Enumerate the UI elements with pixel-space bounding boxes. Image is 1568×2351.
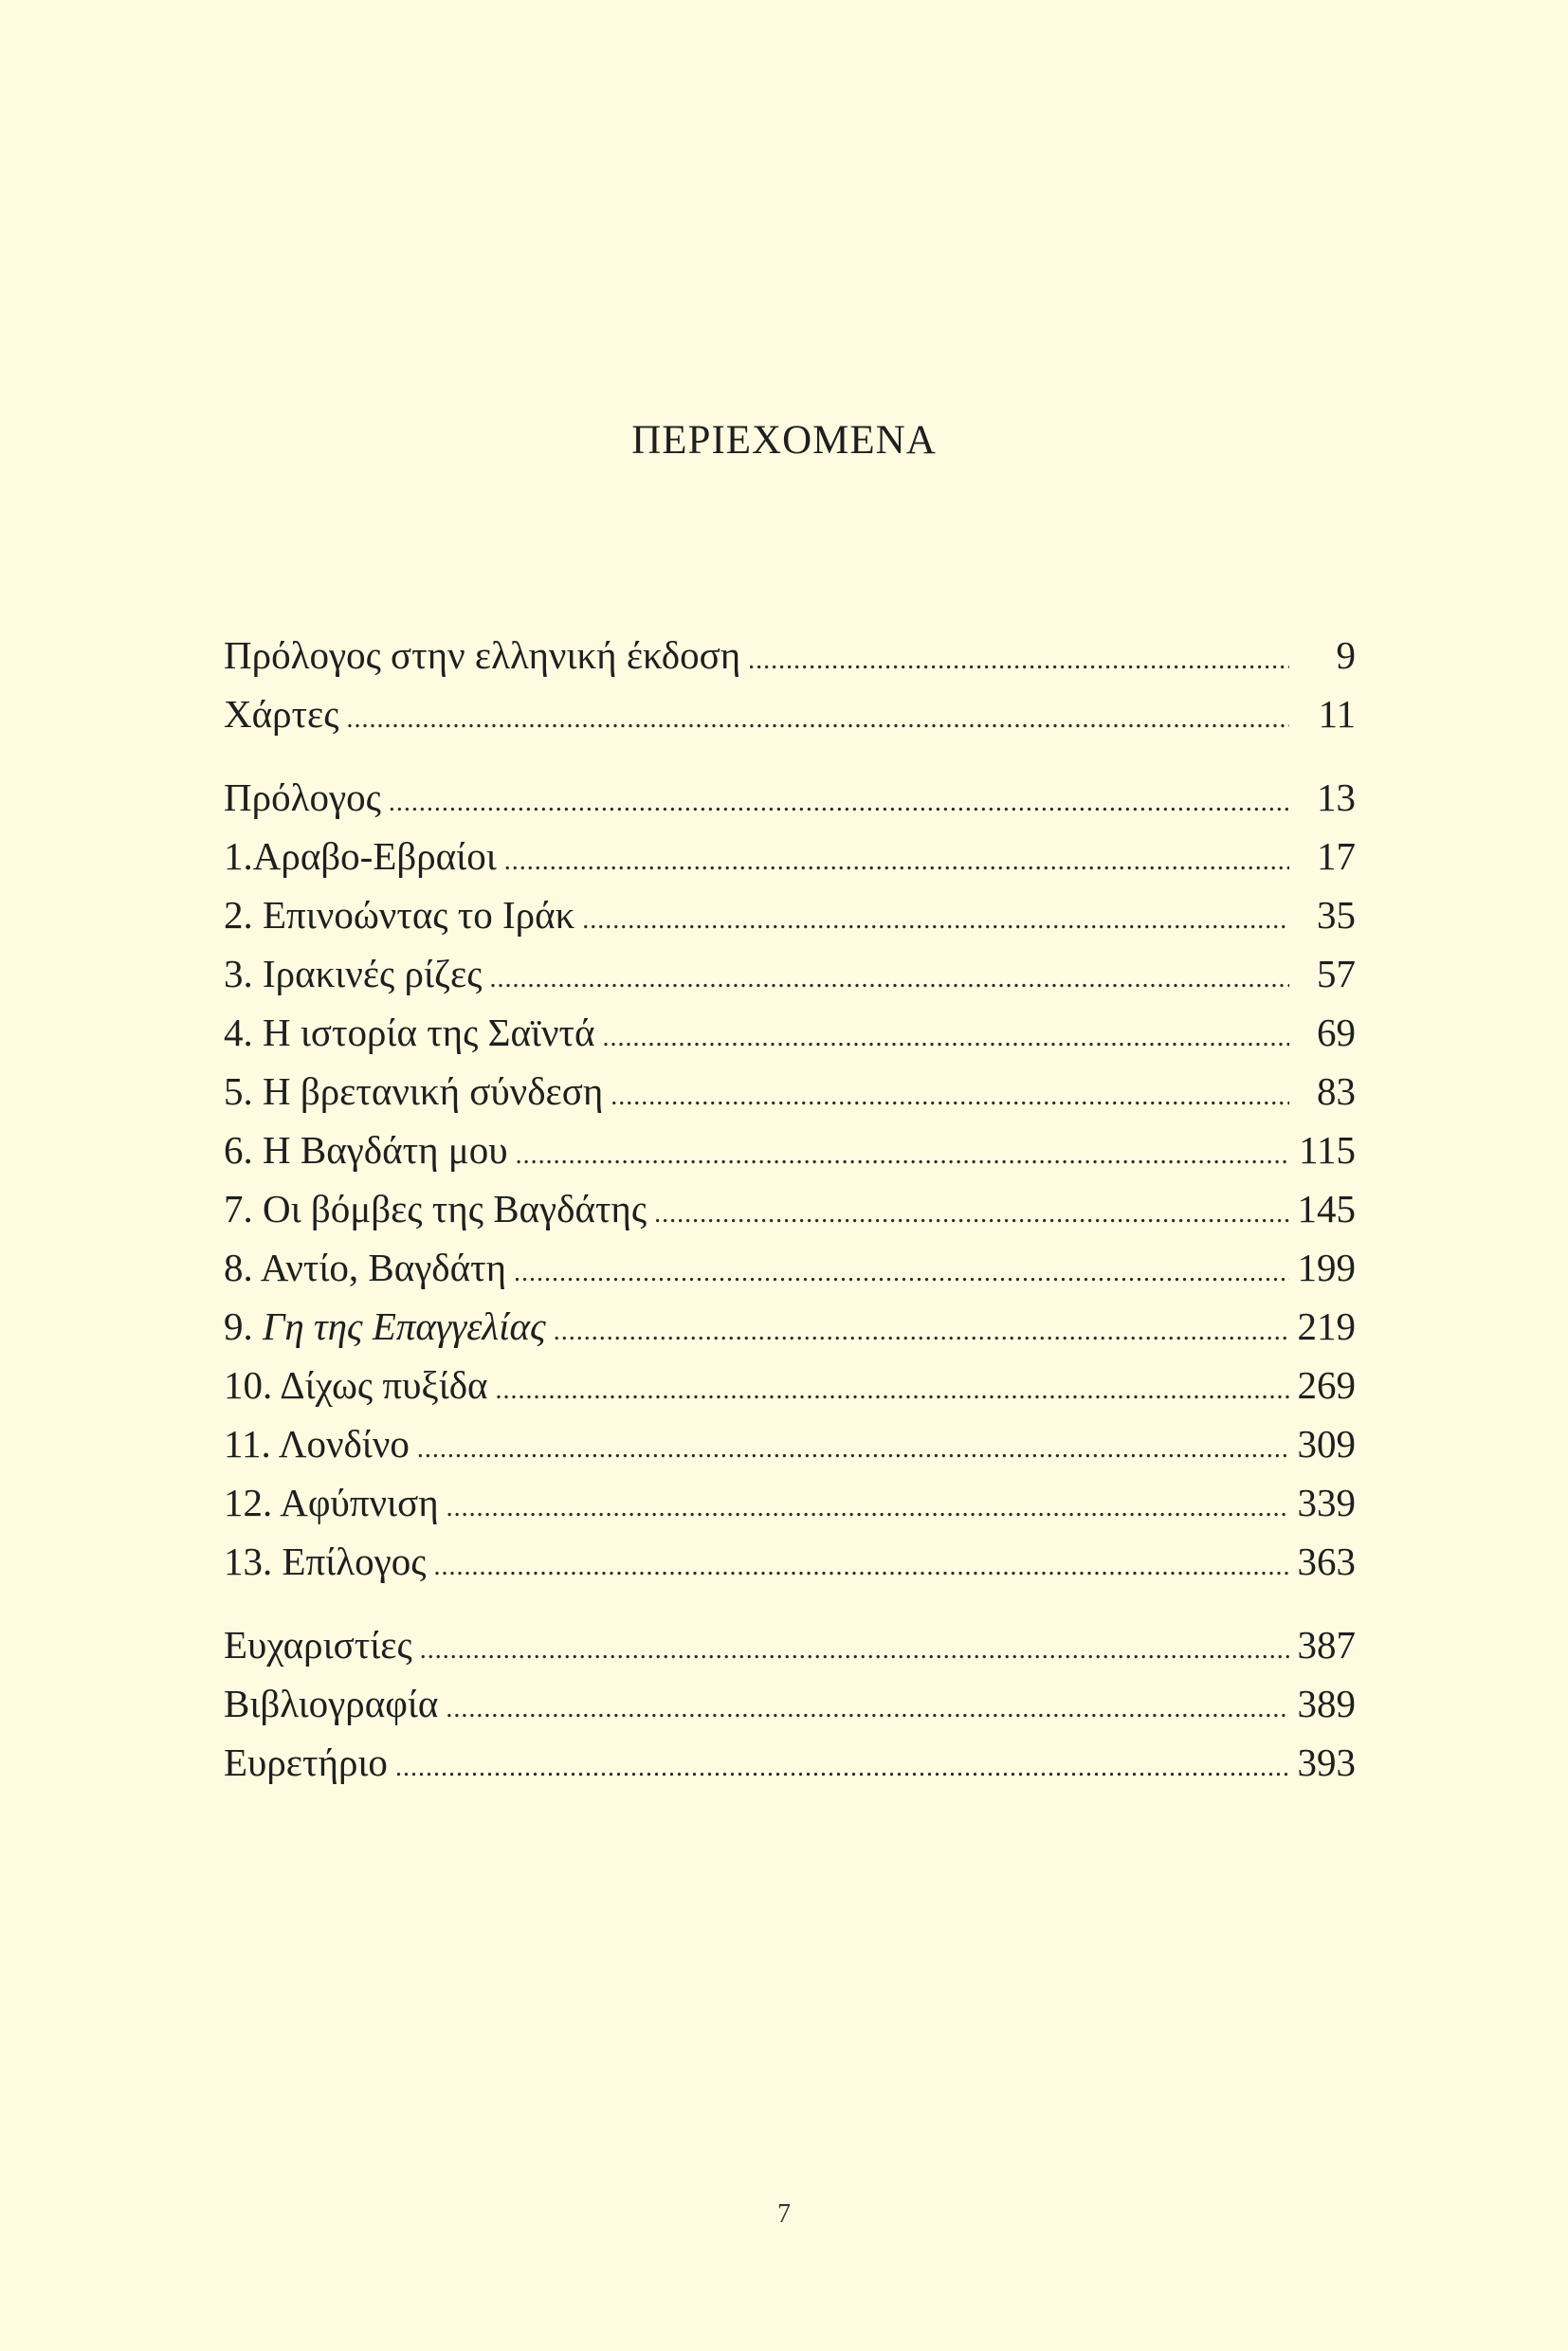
- toc-entry-page: 13: [1317, 775, 1356, 819]
- toc-entry-number: 11.: [224, 1422, 279, 1466]
- toc-entry-title: Ευχαριστίες: [224, 1623, 412, 1667]
- toc-entry-label: [224, 1003, 594, 1062]
- toc-leader-dots: [496, 1361, 1289, 1420]
- toc-leader-dots: [489, 950, 1289, 1009]
- toc-entry-label: [224, 626, 740, 684]
- toc-entry-label: [224, 1473, 439, 1532]
- toc-entry-label: [224, 1179, 647, 1238]
- toc-entry: [224, 1121, 1356, 1179]
- toc-group: [224, 626, 1356, 743]
- toc-entry: [224, 1473, 1356, 1532]
- toc-group: [224, 768, 1356, 1591]
- toc-entry-number: 2.: [224, 893, 263, 937]
- toc-leader-dots: [554, 1303, 1289, 1361]
- toc-entry-number: 13.: [224, 1540, 283, 1583]
- toc-leader-dots: [514, 1244, 1289, 1303]
- toc-leader-dots: [516, 1126, 1289, 1185]
- toc-entry-number: 12.: [224, 1481, 281, 1524]
- toc-entry-label: [224, 1238, 506, 1297]
- toc-entry: [224, 885, 1356, 944]
- toc-entry: [224, 1674, 1356, 1733]
- toc-entry-number: 10.: [224, 1363, 281, 1407]
- toc-leader-dots: [434, 1538, 1289, 1596]
- toc-entry-page: 219: [1297, 1304, 1356, 1348]
- toc-entry: [224, 626, 1356, 684]
- toc-entry-label: [224, 1615, 412, 1674]
- toc-entry-title: Αφύπνιση: [280, 1481, 439, 1524]
- toc-entry: [224, 1532, 1356, 1591]
- toc-leader-dots: [389, 774, 1289, 832]
- toc-entry-page: 83: [1317, 1069, 1356, 1113]
- toc-entry-page: 35: [1317, 893, 1356, 937]
- toc-entry-page: 11: [1318, 692, 1356, 736]
- toc-entry-title: Δίχως πυξίδα: [280, 1363, 488, 1407]
- toc-entry-page: 145: [1297, 1187, 1356, 1230]
- table-of-contents: [224, 626, 1356, 1816]
- toc-leader-dots: [602, 1009, 1289, 1067]
- toc-entry-label: [224, 885, 574, 944]
- toc-entry-title: Η ιστορία της Σαϊντά: [263, 1011, 595, 1054]
- toc-leader-dots: [446, 1680, 1289, 1739]
- toc-leader-dots: [417, 1420, 1289, 1479]
- toc-entry-page: 57: [1317, 952, 1356, 995]
- toc-entry-title: Χάρτες: [224, 692, 339, 736]
- toc-entry-number: 1.: [224, 834, 253, 878]
- toc-entry-title: Επίλογος: [282, 1540, 427, 1583]
- toc-entry: [224, 1179, 1356, 1238]
- toc-entry-title: Γη της Επαγγελίας: [263, 1304, 546, 1348]
- toc-leader-dots: [748, 631, 1289, 690]
- toc-entry: [224, 684, 1356, 743]
- page-title: ΠΕΡΙΕΧΟΜΕΝΑ: [631, 418, 937, 463]
- toc-entry-number: 5.: [224, 1069, 263, 1113]
- toc-leader-dots: [395, 1739, 1289, 1797]
- toc-leader-dots: [611, 1067, 1289, 1126]
- toc-entry-label: [224, 1414, 410, 1473]
- toc-entry-label: [224, 1733, 388, 1792]
- toc-entry-page: 339: [1297, 1481, 1356, 1524]
- toc-leader-dots: [582, 891, 1289, 950]
- toc-entry-number: 8.: [224, 1246, 261, 1289]
- toc-entry: [224, 1414, 1356, 1473]
- toc-entry-page: 269: [1297, 1363, 1356, 1407]
- toc-entry-title: Αραβο-Εβραίοι: [252, 834, 497, 878]
- toc-entry-number: 7.: [224, 1187, 263, 1230]
- toc-entry-number: 4.: [224, 1011, 263, 1054]
- toc-entry: [224, 768, 1356, 827]
- toc-leader-dots: [447, 1479, 1289, 1538]
- toc-entry-title: Επινοώντας το Ιράκ: [263, 893, 575, 937]
- toc-entry-title: Η βρετανική σύνδεση: [263, 1069, 604, 1113]
- toc-entry-label: [224, 768, 381, 827]
- toc-entry-title: Ευρετήριο: [224, 1740, 388, 1784]
- toc-entry-title: Λονδίνο: [278, 1422, 410, 1466]
- toc-entry-page: 115: [1299, 1128, 1356, 1172]
- toc-leader-dots: [654, 1185, 1289, 1244]
- toc-entry: [224, 1356, 1356, 1414]
- toc-entry-title: Πρόλογος: [224, 775, 381, 819]
- toc-entry-title: Πρόλογος στην ελληνική έκδοση: [224, 633, 741, 677]
- toc-entry: [224, 1733, 1356, 1792]
- toc-entry-label: [224, 1532, 427, 1591]
- toc-entry-page: 17: [1317, 834, 1356, 878]
- toc-entry-page: 389: [1297, 1682, 1356, 1725]
- toc-entry-page: 69: [1317, 1011, 1356, 1054]
- toc-entry-number: 9.: [224, 1304, 263, 1348]
- toc-leader-dots: [504, 832, 1289, 891]
- toc-entry-title: Η Βαγδάτη μου: [263, 1128, 508, 1172]
- toc-entry: [224, 944, 1356, 1003]
- toc-entry-page: 199: [1297, 1246, 1356, 1289]
- toc-entry: [224, 1062, 1356, 1121]
- toc-entry: [224, 1003, 1356, 1062]
- toc-entry-page: 9: [1336, 633, 1356, 677]
- toc-entry-label: [224, 1674, 438, 1733]
- page-number: 7: [777, 2199, 791, 2229]
- toc-entry-title: Βιβλιογραφία: [224, 1682, 439, 1725]
- toc-group: [224, 1615, 1356, 1792]
- toc-entry: [224, 1615, 1356, 1674]
- toc-entry-label: [224, 827, 497, 885]
- toc-leader-dots: [420, 1621, 1289, 1680]
- toc-entry-label: [224, 1121, 508, 1179]
- toc-entry-title: Ιρακινές ρίζες: [263, 952, 483, 995]
- toc-entry-label: [224, 1297, 546, 1356]
- toc-entry-label: [224, 1062, 603, 1121]
- toc-entry-number: 6.: [224, 1128, 263, 1172]
- toc-entry-label: [224, 684, 338, 743]
- toc-entry-title: Αντίο, Βαγδάτη: [260, 1246, 507, 1289]
- toc-entry-page: 387: [1297, 1623, 1356, 1667]
- toc-entry: [224, 1297, 1356, 1356]
- toc-entry: [224, 827, 1356, 885]
- toc-entry-title: Οι βόμβες της Βαγδάτης: [263, 1187, 647, 1230]
- toc-entry-label: [224, 944, 482, 1003]
- toc-entry: [224, 1238, 1356, 1297]
- toc-entry-page: 309: [1297, 1422, 1356, 1466]
- toc-leader-dots: [346, 690, 1289, 749]
- toc-entry-number: 3.: [224, 952, 263, 995]
- toc-entry-page: 363: [1297, 1540, 1356, 1583]
- toc-entry-page: 393: [1297, 1740, 1356, 1784]
- toc-entry-label: [224, 1356, 488, 1414]
